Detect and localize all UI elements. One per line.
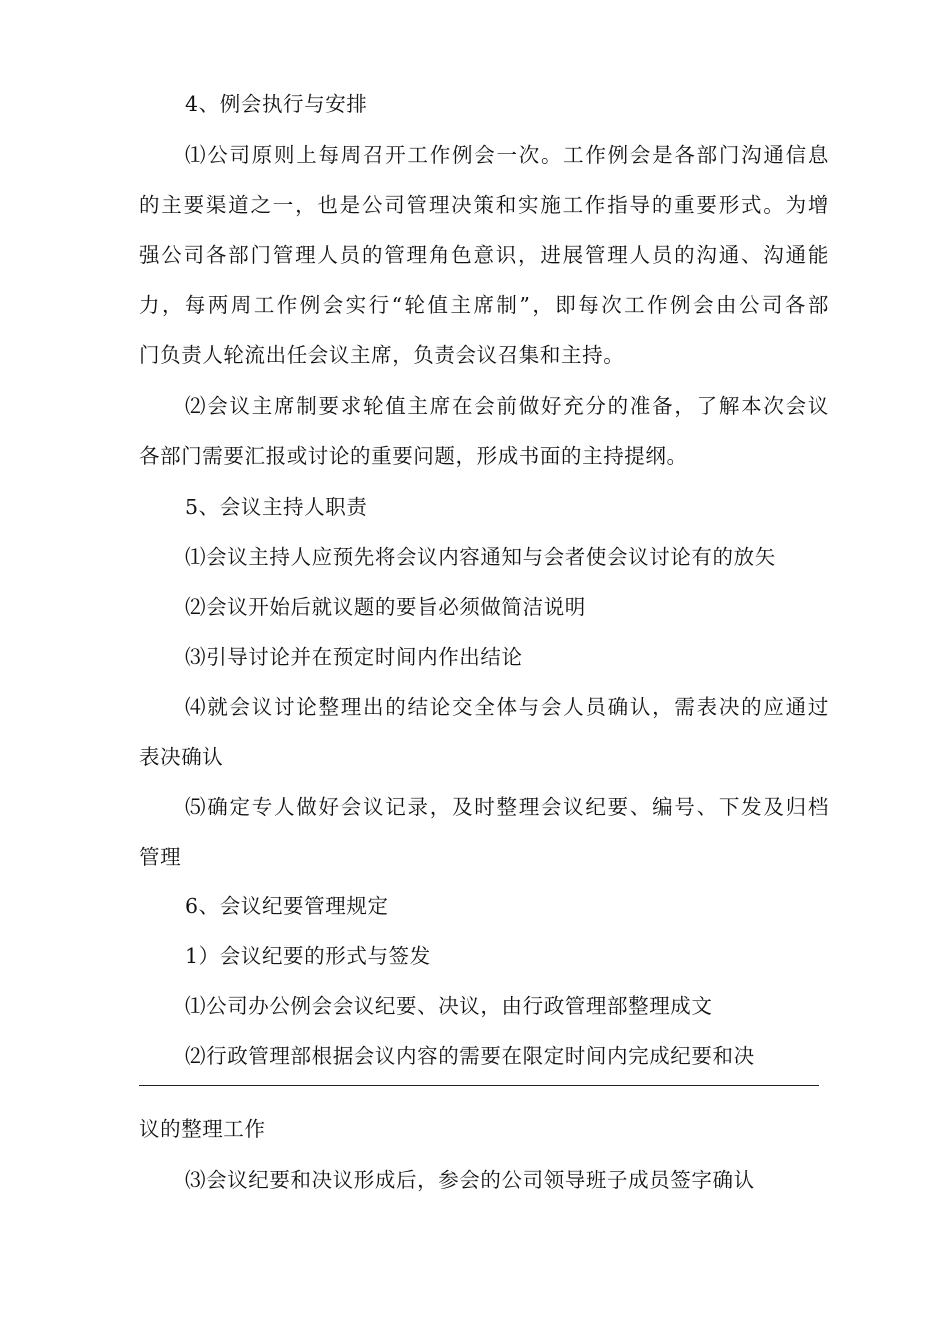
list-item: ⑸确定专人做好会议记录，及时整理会议纪要、编号、下发及归档 (185, 795, 829, 819)
section-heading-6: 6、会议纪要管理规定 (185, 894, 389, 918)
list-item: ⑴会议主持人应预先将会议内容通知与会者使会议讨论有的放矢 (185, 545, 776, 569)
paragraph-line: 强公司各部门管理人员的管理角色意识，进展管理人员的沟通、沟通能 (139, 243, 829, 267)
list-item-continuation: 表决确认 (139, 745, 224, 769)
list-item: ⑶会议纪要和决议形成后，参会的公司领导班子成员签字确认 (185, 1168, 755, 1192)
paragraph-line: 门负责人轮流出任会议主席，负责会议召集和主持。 (139, 343, 625, 367)
list-item: ⑶引导讨论并在预定时间内作出结论 (185, 645, 523, 669)
list-item: ⑵行政管理部根据会议内容的需要在限定时间内完成纪要和决 (185, 1044, 755, 1068)
page-divider (139, 1085, 819, 1086)
list-item: ⑵会议开始后就议题的要旨必须做简洁说明 (185, 595, 586, 619)
section-heading-5: 5、会议主持人职责 (185, 495, 368, 519)
list-item: ⑷就会议讨论整理出的结论交全体与会人员确认，需表决的应通过 (185, 695, 829, 719)
paragraph-line: ⑵会议主席制要求轮值主席在会前做好充分的准备，了解本次会议 (185, 394, 829, 418)
paragraph-line: 力，每两周工作例会实行“轮值主席制”，即每次工作例会由公司各部 (139, 293, 829, 317)
list-item-continuation: 管理 (139, 845, 182, 869)
list-item-continuation: 议的整理工作 (139, 1117, 266, 1141)
section-heading-4: 4、例会执行与安排 (185, 92, 368, 116)
paragraph-line: ⑴公司原则上每周召开工作例会一次。工作例会是各部门沟通信息 (185, 143, 829, 167)
paragraph-line: 的主要渠道之一，也是公司管理决策和实施工作指导的重要形式。为增 (139, 193, 829, 217)
list-item: ⑴公司办公例会会议纪要、决议，由行政管理部整理成文 (185, 994, 713, 1018)
paragraph-line: 各部门需要汇报或讨论的重要问题，形成书面的主持提纲。 (139, 444, 688, 468)
subsection-heading: 1）会议纪要的形式与签发 (185, 944, 431, 968)
